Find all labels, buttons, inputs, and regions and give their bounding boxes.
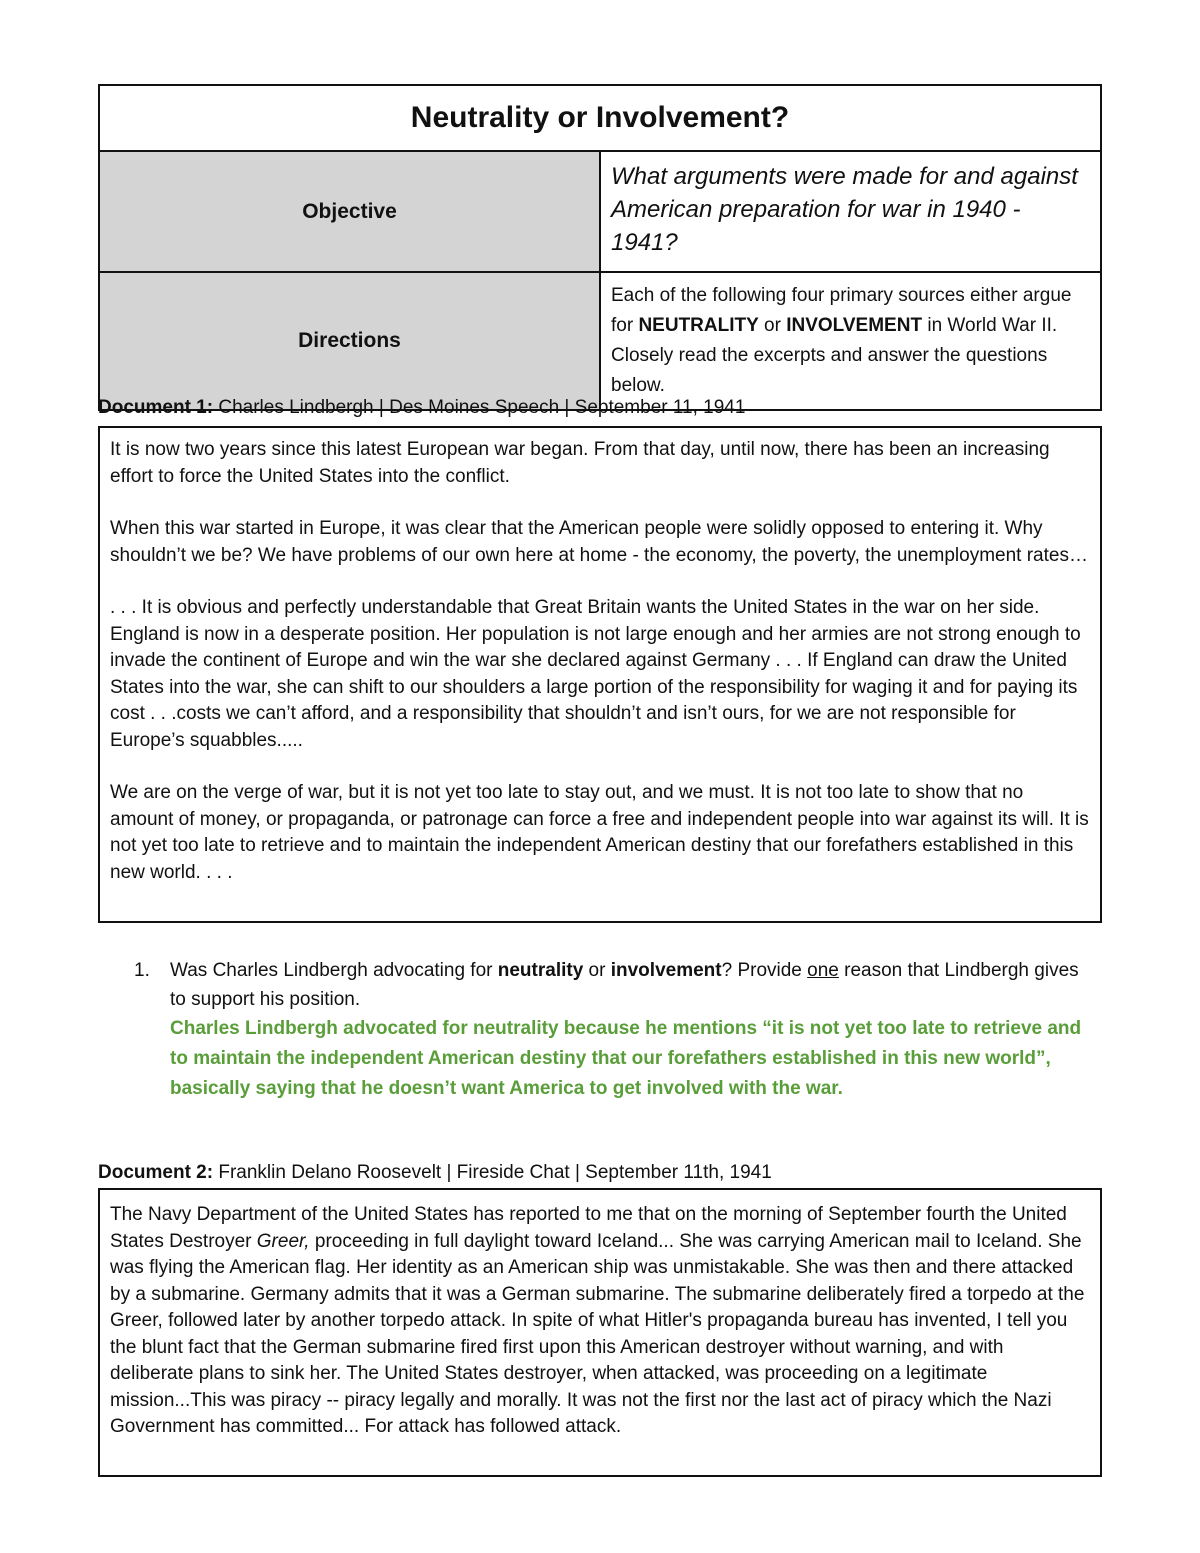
document-1-source: Charles Lindbergh | Des Moines Speech | September 11, 1941 — [213, 397, 746, 418]
involvement-keyword: INVOLVEMENT — [786, 315, 923, 336]
directions-text — [600, 272, 1101, 410]
document-2-label: Document 2: — [98, 1162, 214, 1183]
question-bold-neutrality: neutrality — [497, 960, 584, 981]
excerpt-paragraph: . . . It is obvious and perfectly understandable that Great Britain wants the United States in the war on her side. England is now in a desperate position. Her population is not large enough and her armies are not strong enough to invade the continent of Europe and win the war she declared against Germany . . . If England can draw the United States into the war, she can shift to our shoulders a large portion of the responsibility for waging it and for paying its cost . . .costs we can’t afford, and a responsibility that shouldn’t and isn’t ours, for we are not responsible for Europe’s squabbles..... — [110, 597, 1081, 751]
document-2-source: Franklin Delano Roosevelt | Fireside Chat | September 11th, 1941 — [213, 1162, 772, 1183]
question-underlined-one: one — [807, 960, 839, 981]
question-1-answer: Charles Lindbergh advocated for neutrality because he mentions “it is not yet too late to retrieve and to maintain the independent American destiny that our forefathers established in this new world”, basically saying that he doesn’t want America to get involved with the war. — [170, 1018, 1082, 1099]
question-bold-involvement: involvement — [610, 960, 722, 981]
question-1 — [134, 956, 1094, 1104]
question-text-4: reason that Lindbergh gives to support his position. — [170, 960, 1079, 1010]
document-1-excerpt — [98, 426, 1102, 923]
directions-text-1: Each of the following four primary sources either argue for — [611, 285, 1072, 336]
objective-text: What arguments were made for and against American preparation for war in 1940 - 1941? — [600, 151, 1101, 272]
excerpt-paragraph: When this war started in Europe, it was clear that the American people were solidly opposed to entering it. Why shouldn’t we be? We have problems of our own here at home - the economy, the poverty, the unemployment rates… — [110, 518, 1088, 566]
excerpt-paragraph — [110, 1202, 1090, 1441]
header-table — [98, 84, 1102, 411]
excerpt-text-2: proceeding in full daylight toward Iceland... She was carrying American mail to Iceland. She was flying the American flag. Her identity as an American ship was unmistakable. She was then and there attacked by a submarine. Germany admits that it was a German submarine. The submarine deliberately fired a torpedo at the Greer, followed later by another torpedo attack. In spite of what Hitler's propaganda bureau has invented, I tell you the blunt fact that the German submarine fired first upon this American destroyer without warning, and with deliberate plans to sink her. The United States destroyer, when attacked, was proceeding on a legitimate mission...This was piracy -- piracy legally and morally. It was not the first nor the last act of piracy which the Nazi Government has committed... For attack has followed attack. — [110, 1230, 1085, 1437]
question-text-1: Was Charles Lindbergh advocating for — [170, 960, 498, 981]
neutrality-keyword: NEUTRALITY — [638, 315, 759, 336]
document-2-heading — [98, 1161, 772, 1185]
question-1-prompt — [170, 956, 1094, 1104]
ship-name: Greer, — [256, 1230, 310, 1252]
excerpt-paragraph: We are on the verge of war, but it is not yet too late to stay out, and we must. It is not too late to show that no amount of money, or propaganda, or patronage can force a free and independent people into war against its will. It is not yet too late to retrieve and to maintain the independent American destiny that our forefathers established in this new world. . . . — [110, 782, 1089, 883]
excerpt-paragraph: It is now two years since this latest European war began. From that day, until now, there has been an increasing effort to force the United States into the conflict. — [110, 439, 1050, 487]
page-title: Neutrality or Involvement? — [99, 85, 1101, 151]
objective-label: Objective — [99, 151, 600, 272]
document-1-heading — [98, 396, 745, 420]
directions-text-2: or — [758, 315, 787, 336]
directions-text-3: in World War II. Closely read the excerpts and answer the questions below. — [611, 315, 1058, 396]
question-text-2: or — [583, 960, 611, 981]
document-2-excerpt — [98, 1188, 1102, 1477]
document-1-label: Document 1: — [98, 397, 214, 418]
question-number: 1. — [134, 960, 150, 981]
directions-label: Directions — [99, 272, 600, 410]
question-text-3: ? Provide — [721, 960, 808, 981]
excerpt-text-1: The Navy Department of the United States has reported to me that on the morning of September fourth the United States Destroyer — [110, 1204, 1067, 1252]
worksheet-page — [98, 84, 1102, 1437]
